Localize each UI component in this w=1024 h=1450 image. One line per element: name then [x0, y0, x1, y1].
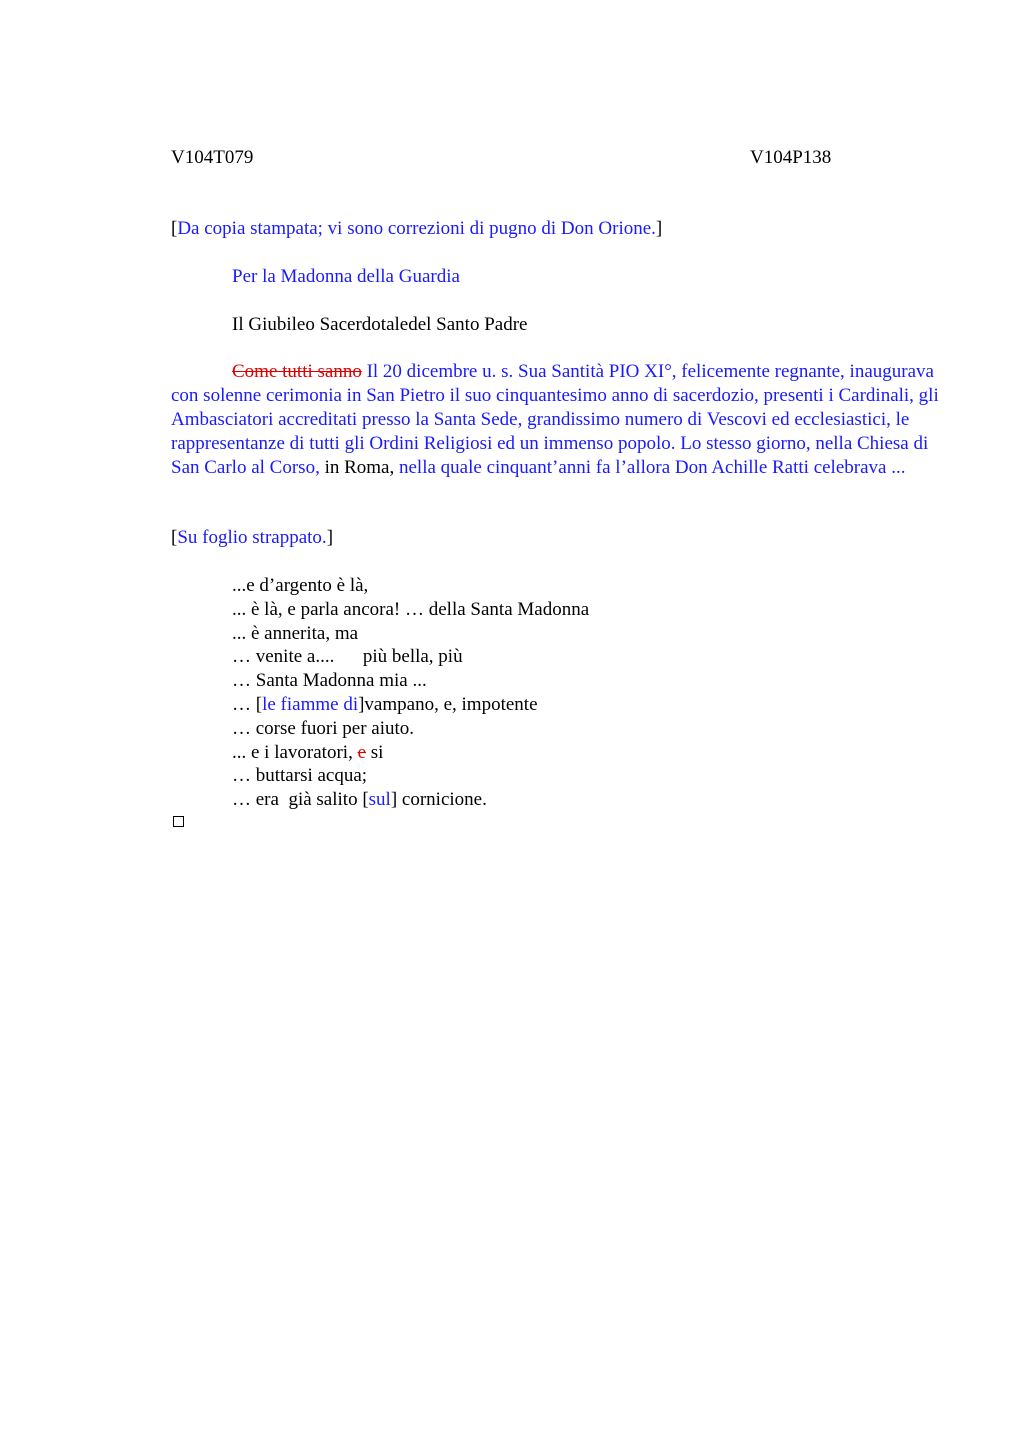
deleted-text: Come tutti sanno — [232, 361, 362, 382]
body-paragraph — [171, 360, 941, 480]
verse-line: … Santa Madonna mia ... — [232, 670, 427, 692]
verse-line: ... è là, e parla ancora! … della Santa Madonna — [232, 598, 590, 620]
deleted-text: e — [357, 741, 367, 763]
verse-fragments — [232, 574, 589, 812]
verse-line: … buttarsi acqua; — [232, 765, 368, 787]
verse-line: … [le fiamme di]vampano, e, impotente — [232, 693, 538, 715]
document-subtitle: Il Giubileo Sacerdotaledel Santo Padre — [232, 314, 528, 335]
paragraph-text-c: nella quale cinquant’anni fa l’allora Don Achille Ratti celebrava ... — [399, 457, 906, 478]
editorial-note-torn-sheet: [Su foglio strappato.] — [171, 527, 334, 548]
inserted-text: sul — [368, 789, 391, 811]
inserted-text: le fiamme di — [262, 693, 359, 715]
paragraph-text-b: in Roma, — [319, 457, 399, 478]
editorial-note-source: [Da copia stampata; vi sono correzioni di pugno di Don Orione.] — [171, 218, 663, 239]
document-code-right: V104P138 — [750, 147, 832, 168]
editorial-note-torn-text: Su foglio strappato. — [177, 527, 327, 548]
end-of-document-square-icon — [173, 816, 184, 827]
editorial-note-text: Da copia stampata; vi sono correzioni di pugno di Don Orione. — [177, 218, 656, 239]
verse-line: ... è annerita, ma — [232, 622, 359, 644]
verse-line: … venite a.... più bella, più — [232, 646, 463, 668]
verse-line: … era già salito [sul] cornicione. — [232, 789, 487, 811]
document-title: Per la Madonna della Guardia — [232, 266, 460, 287]
verse-line: … corse fuori per aiuto. — [232, 717, 415, 739]
document-code-left: V104T079 — [171, 147, 254, 168]
verse-line: ...e d’argento è là, — [232, 575, 369, 596]
paragraph-text-a: Il 20 dicembre u. s. Sua Santità PIO XI°, felicemente regnante, inaugurava con solenne cerimonia in San Pietro il suo cinquantesimo anno di sacerdozio, presenti i Cardinali, gli Ambasciatori accreditati presso la Santa Sede, grandissimo numero di Vescovi ed ecclesiastici, le rappresentanze di tutti gli Ordini Religiosi ed un immenso popolo. Lo stesso giorno, nella Chiesa di San Carlo al Corso, — [171, 361, 939, 478]
verse-line: ... e i lavoratori, e si — [232, 741, 384, 763]
